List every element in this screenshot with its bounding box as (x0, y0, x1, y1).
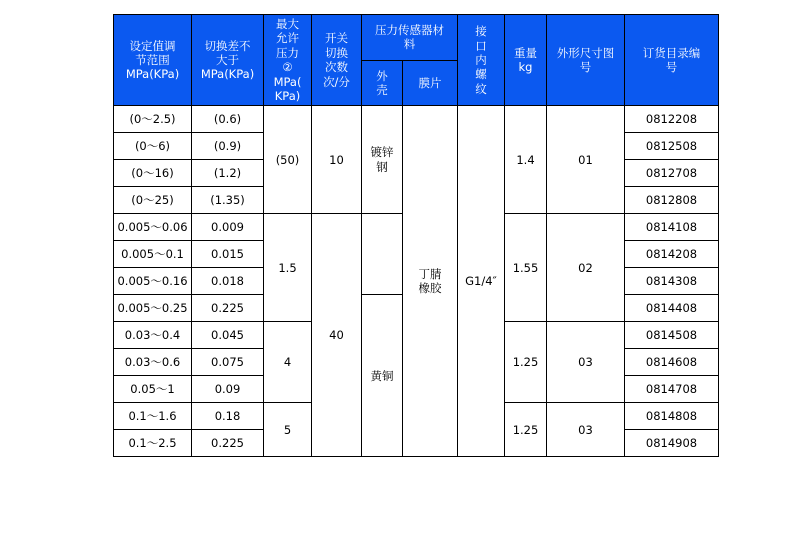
header-diaphragm: 膜片 (403, 60, 458, 106)
header-switch-times (312, 15, 362, 106)
cell-dimension-drawing: 03 (547, 322, 625, 403)
header-order-code-line2: 号 (665, 60, 678, 75)
header-max-pressure-line1: 最大 (276, 17, 299, 31)
cell-switch-diff: 0.09 (192, 376, 264, 403)
header-set-range-line1: 设定值调 (129, 38, 176, 53)
header-interface-line4: 螺 (475, 67, 487, 82)
cell-shell-line2: 钢 (376, 159, 388, 174)
header-set-range-line3: MPa(KPa) (125, 67, 180, 82)
cell-weight: 1.4 (505, 106, 547, 214)
cell-max-pressure: 1.5 (264, 214, 312, 322)
header-dimension-line1: 外形尺寸图 (556, 45, 615, 60)
cell-set-range: 0.03～0.6 (114, 349, 192, 376)
header-interface-line1: 接 (475, 24, 487, 39)
header-switch-times-line3: 次数 (325, 60, 348, 75)
cell-switch-diff: 0.015 (192, 241, 264, 268)
table-header (114, 15, 719, 106)
cell-order-code: 0814208 (625, 241, 719, 268)
header-dimension-line2: 号 (579, 60, 592, 75)
cell-diaphragm (403, 106, 458, 457)
cell-weight: 1.55 (505, 214, 547, 322)
cell-shell-line1: 镀锌 (370, 145, 394, 160)
header-row-1 (114, 15, 719, 61)
cell-set-range: 0.1～1.6 (114, 403, 192, 430)
cell-switch-diff: 0.045 (192, 322, 264, 349)
table-body (114, 106, 719, 457)
cell-max-pressure: (50) (264, 106, 312, 214)
cell-order-code: 0812808 (625, 187, 719, 214)
cell-order-code: 0814408 (625, 295, 719, 322)
header-set-range (114, 15, 192, 106)
cell-set-range: (0～25) (114, 187, 192, 214)
header-shell-line2: 壳 (376, 82, 388, 97)
cell-weight: 1.25 (505, 403, 547, 457)
cell-switch-diff: (0.6) (192, 106, 264, 133)
cell-interface: G1/4″ (458, 106, 505, 457)
cell-order-code: 0814908 (625, 430, 719, 457)
cell-order-code: 0814508 (625, 322, 719, 349)
header-switch-diff-line2: 大于 (216, 52, 239, 67)
cell-max-pressure: 4 (264, 322, 312, 403)
header-max-pressure-line6: KPa) (274, 88, 301, 103)
cell-order-code: 0812208 (625, 106, 719, 133)
cell-dimension-drawing: 02 (547, 214, 625, 322)
cell-dimension-drawing: 01 (547, 106, 625, 214)
cell-dimension-drawing: 03 (547, 403, 625, 457)
cell-order-code: 0812708 (625, 160, 719, 187)
cell-diaphragm-line1: 丁腈 (418, 266, 442, 281)
cell-switch-times: 40 (312, 214, 362, 457)
header-max-pressure-line5: MPa( (273, 74, 302, 89)
cell-order-code: 0814608 (625, 349, 719, 376)
cell-set-range: (0～2.5) (114, 106, 192, 133)
cell-order-code: 0814808 (625, 403, 719, 430)
header-sensor-material (362, 15, 458, 61)
cell-order-code: 0814708 (625, 376, 719, 403)
header-order-code-line1: 订货目录编 (642, 45, 701, 60)
cell-set-range: 0.03～0.4 (114, 322, 192, 349)
header-dimension-drawing (547, 15, 625, 106)
cell-set-range: 0.1～2.5 (114, 430, 192, 457)
header-max-pressure-line2: 允许 (276, 31, 299, 46)
cell-shell (362, 214, 403, 295)
header-interface (458, 15, 505, 106)
specification-table (113, 14, 719, 457)
cell-order-code: 0814308 (625, 268, 719, 295)
cell-switch-diff: (1.2) (192, 160, 264, 187)
header-switch-times-line2: 切换 (325, 45, 348, 60)
cell-switch-diff: 0.075 (192, 349, 264, 376)
cell-weight: 1.25 (505, 322, 547, 403)
cell-set-range: 0.05～1 (114, 376, 192, 403)
cell-set-range: (0～6) (114, 133, 192, 160)
header-weight-line2: kg (518, 60, 533, 75)
header-max-pressure-line4: ② (282, 60, 293, 75)
header-weight-line1: 重量 (514, 45, 537, 60)
cell-switch-diff: 0.009 (192, 214, 264, 241)
cell-switch-diff: 0.18 (192, 403, 264, 430)
header-max-pressure (264, 15, 312, 106)
header-switch-diff-line1: 切换差不 (204, 38, 251, 53)
header-weight (505, 15, 547, 106)
cell-shell (362, 106, 403, 214)
cell-diaphragm-line2: 橡胶 (418, 281, 442, 296)
header-max-pressure-line3: 压力 (276, 45, 299, 60)
header-interface-line3: 内 (475, 52, 487, 67)
cell-set-range: 0.005～0.1 (114, 241, 192, 268)
cell-switch-diff: 0.225 (192, 430, 264, 457)
header-interface-line5: 纹 (475, 81, 487, 96)
table-row (114, 106, 719, 133)
cell-switch-diff: 0.225 (192, 295, 264, 322)
header-switch-times-line4: 次/分 (323, 74, 350, 89)
cell-order-code: 0812508 (625, 133, 719, 160)
header-shell-line1: 外 (376, 68, 388, 83)
cell-switch-diff: (1.35) (192, 187, 264, 214)
header-switch-diff-line3: MPa(KPa) (200, 67, 255, 82)
header-sensor-material-line1: 压力传感器材 (375, 22, 444, 37)
header-sensor-material-line2: 料 (403, 37, 416, 52)
cell-switch-times: 10 (312, 106, 362, 214)
cell-switch-diff: (0.9) (192, 133, 264, 160)
cell-set-range: 0.005～0.16 (114, 268, 192, 295)
header-interface-line2: 口 (475, 38, 487, 53)
header-shell (362, 60, 403, 106)
cell-max-pressure: 5 (264, 403, 312, 457)
cell-set-range: 0.005～0.25 (114, 295, 192, 322)
header-switch-times-line1: 开关 (325, 31, 348, 46)
header-switch-diff (192, 15, 264, 106)
header-set-range-line2: 节范围 (135, 52, 170, 67)
cell-switch-diff: 0.018 (192, 268, 264, 295)
cell-set-range: 0.005～0.06 (114, 214, 192, 241)
header-order-code (625, 15, 719, 106)
cell-set-range: (0～16) (114, 160, 192, 187)
cell-order-code: 0814108 (625, 214, 719, 241)
cell-shell: 黄铜 (362, 295, 403, 457)
